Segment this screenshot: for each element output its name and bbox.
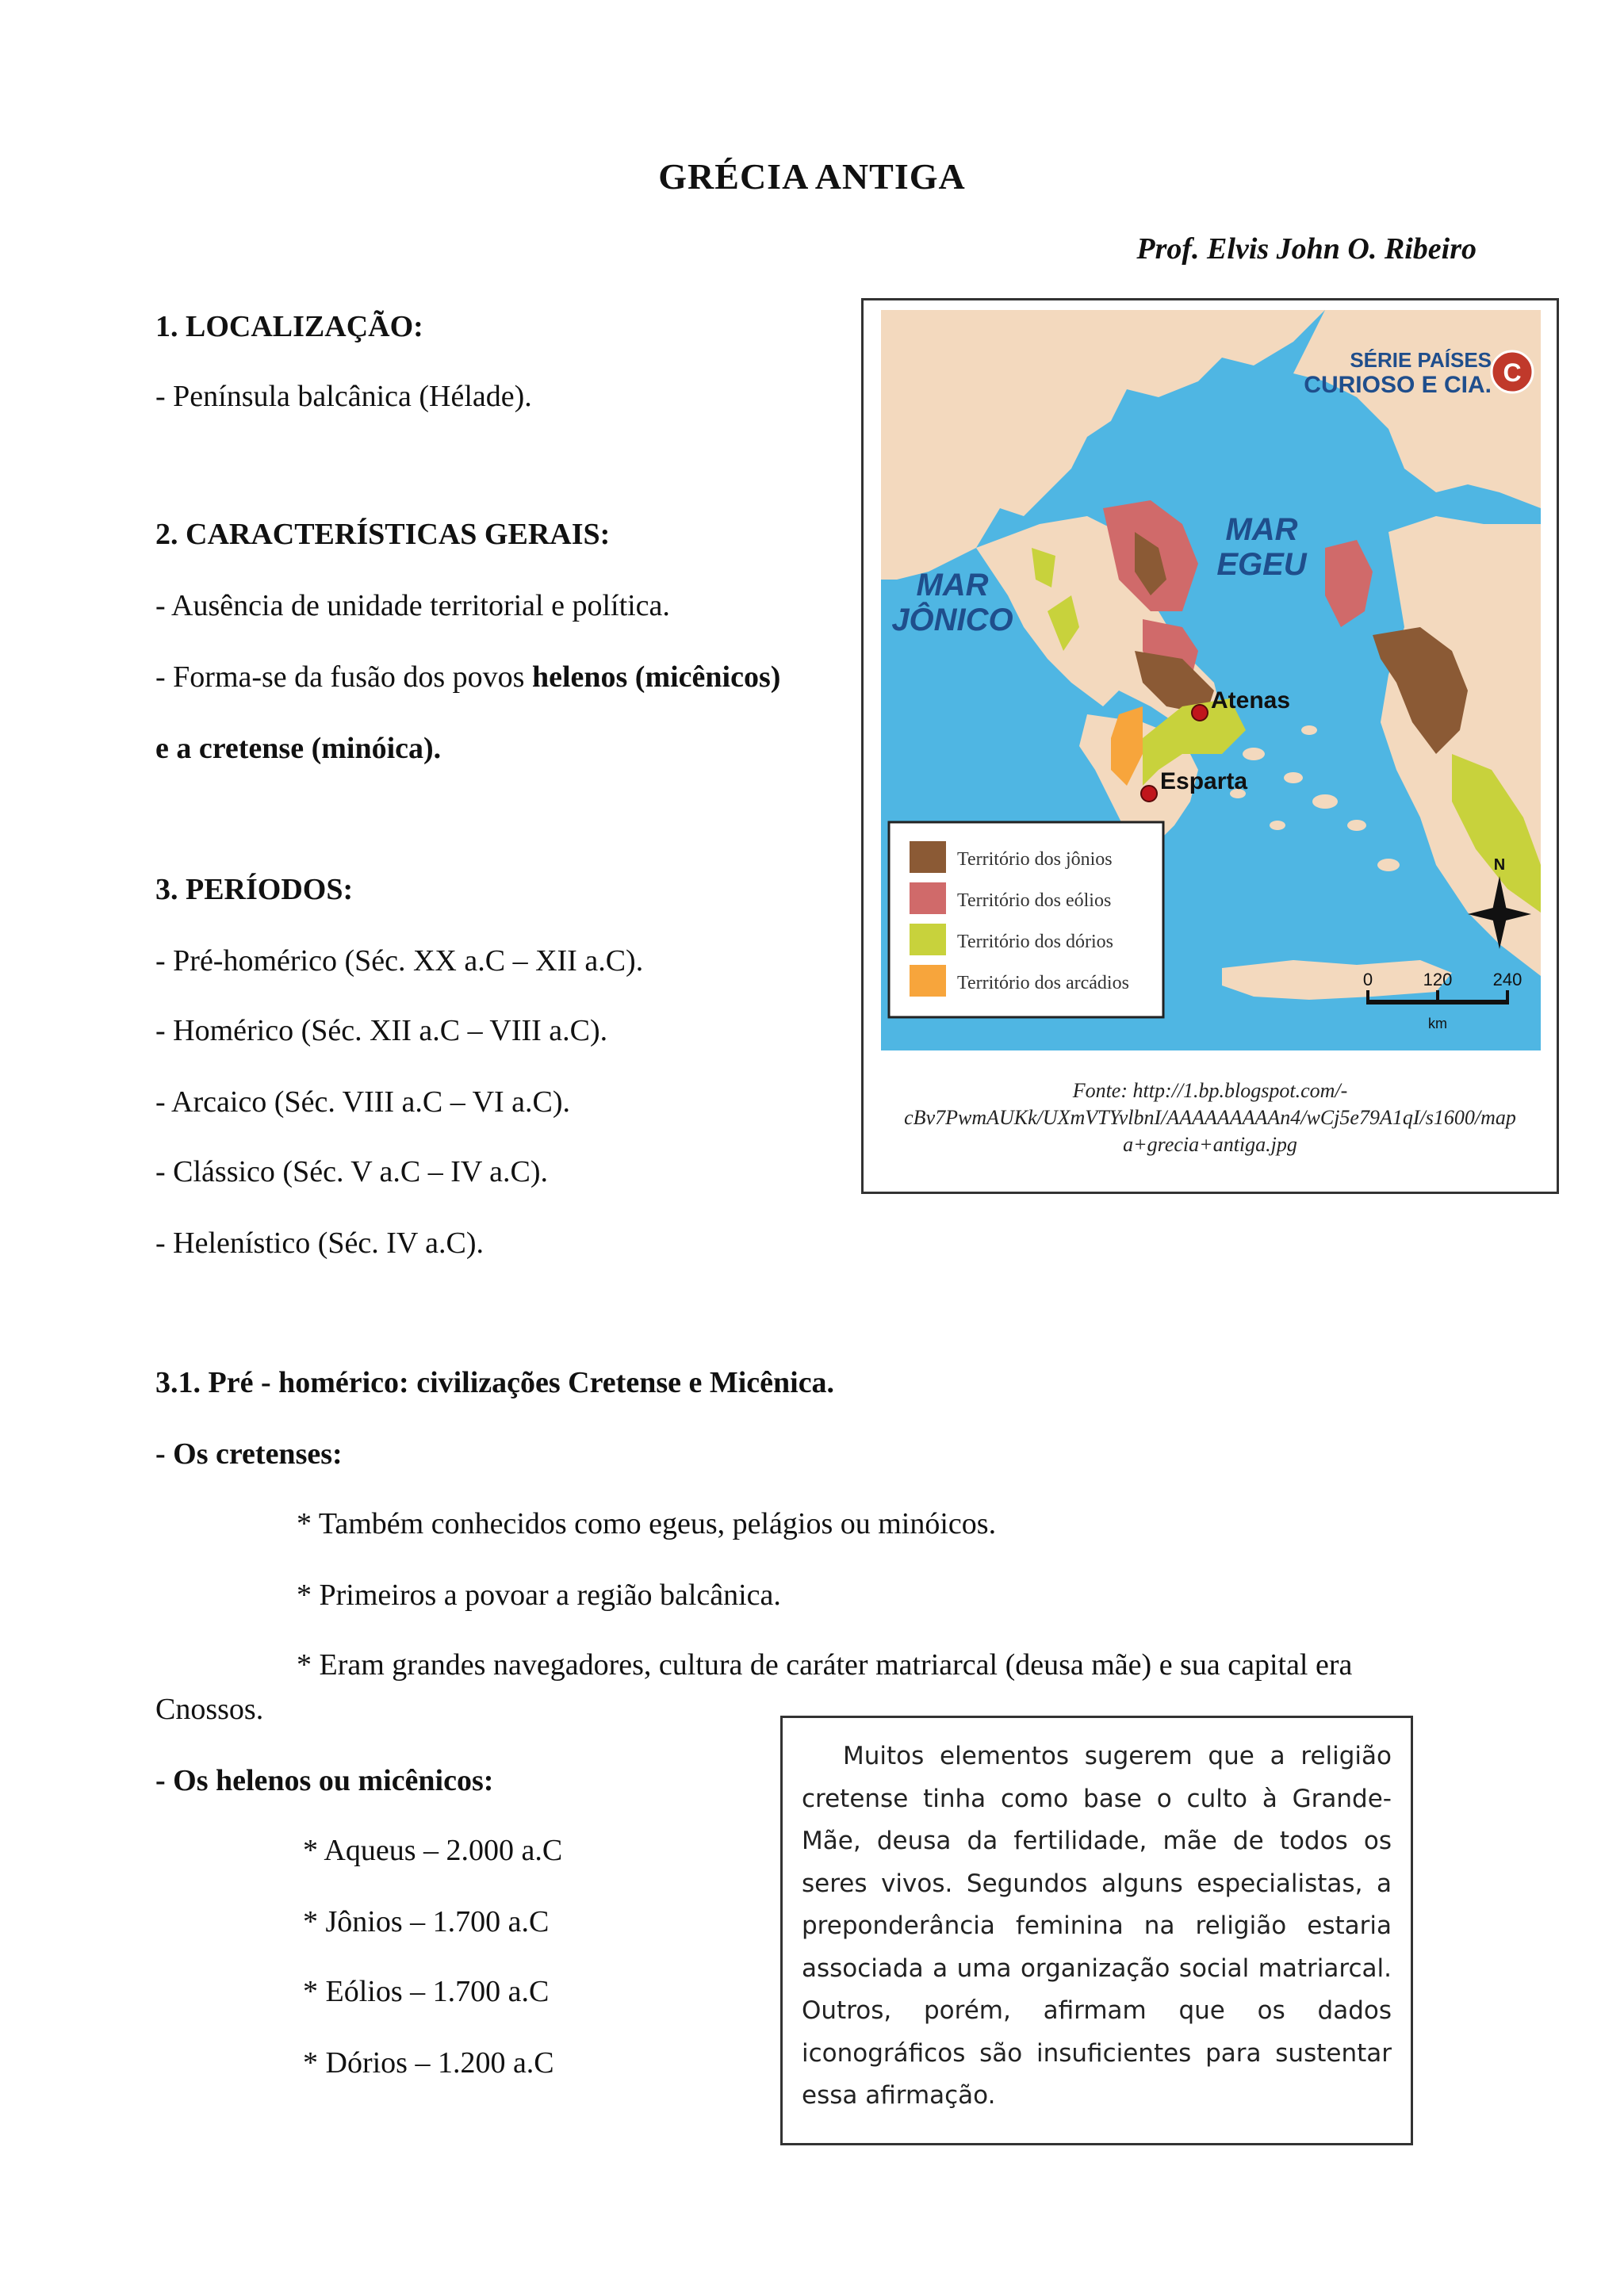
city-label-esparta: Esparta [1160,768,1248,794]
scale-tick-label: 0 [1362,970,1373,989]
section-heading-localizacao: 1. LOCALIZAÇÃO: [155,310,423,343]
sea-label-egeu: MAR [1225,512,1298,547]
cretan-fact: * Primeiros a povoar a região balcânica. [297,1578,781,1612]
scale-tick [1436,990,1439,1004]
map-figure [861,298,1559,1194]
period-item: - Homérico (Séc. XII a.C – VIII a.C). [155,1014,608,1047]
legend-label: Território dos jônios [957,849,1113,870]
legend-label: Território dos arcádios [957,973,1129,993]
scale-tick-label: 240 [1492,970,1522,989]
island [1347,820,1366,831]
map-source-caption [864,1077,1557,1158]
subheading-cretenses: - Os cretenses: [155,1437,343,1471]
caption-line: Fonte: http://1.bp.blogspot.com/- [1072,1079,1348,1102]
sea-label-egeu: EGEU [1216,547,1307,582]
period-item: - Pré-homérico (Séc. XX a.C – XII a.C). [155,944,644,978]
subheading-helenos: - Os helenos ou micênicos: [155,1764,494,1797]
religion-note-box [780,1716,1413,2145]
city-label-atenas: Atenas [1211,687,1291,714]
island [1301,725,1317,735]
period-item: - Arcaico (Séc. VIII a.C – VI a.C). [155,1085,571,1119]
section-heading-periodos: 3. PERÍODOS: [155,873,354,906]
hellenic-people: * Jônios – 1.700 a.C [303,1905,550,1938]
sea-label-jonico: MAR [916,568,989,603]
hellenic-people: * Aqueus – 2.000 a.C [303,1834,563,1867]
scale-tick [1506,990,1509,1004]
period-item: - Helenístico (Séc. IV a.C). [155,1226,485,1260]
legend-swatch-dorios [910,924,946,955]
note-line: preponderância feminina na religião estaria [802,1911,1392,1940]
note-line: Mãe, deusa da fertilidade, mãe de todos os [802,1827,1392,1855]
caracteristica-item: - Ausência de unidade territorial e política. [155,589,670,622]
caracteristica-text: - Forma-se da fusão dos povos [155,660,532,694]
cretan-fact: * Eram grandes navegadores, cultura de caráter matriarcal (deusa mãe) e sua capital era [297,1648,1353,1682]
island [1284,772,1303,783]
city-marker-atenas [1192,705,1208,721]
badge-logo: C [1503,358,1522,387]
cretan-fact-continuation: Cnossos. [155,1693,264,1726]
scale-unit: km [1428,1016,1447,1031]
scale-tick [1366,990,1369,1004]
note-line: essa afirmação. [802,2081,996,2110]
section-heading-caracteristicas: 2. CARACTERÍSTICAS GERAIS: [155,518,611,551]
badge-line2: CURIOSO E CIA. [1304,372,1492,398]
legend-swatch-jonios [910,841,946,873]
note-line: Muitos elementos sugerem que a religião [843,1742,1392,1770]
island [1243,748,1265,760]
island [1377,859,1400,871]
note-line: seres vivos. Segundos alguns especialistas, a [802,1869,1392,1898]
note-line: iconográficos são insuficientes para sustentar [802,2038,1392,2068]
caracteristica-bold-text: helenos (micênicos) [531,660,781,694]
section-heading-pre-homerico: 3.1. Pré - homérico: civilizações Cretense e Micênica. [155,1366,835,1399]
caracteristica-continuation: e a cretense (minóica). [155,732,442,765]
page-title: GRÉCIA ANTIGA [658,156,966,197]
legend-swatch-arcadios [910,965,946,997]
sea-label-jonico: JÔNICO [891,603,1013,637]
author-name: Prof. Elvis John O. Ribeiro [1136,232,1477,266]
note-line: cretense tinha como base o culto à Grande- [802,1784,1392,1813]
caption-line: a+grecia+antiga.jpg [1123,1133,1297,1156]
note-line: Outros, porém, afirmam que os dados [802,1996,1392,2025]
caracteristica-item [155,660,780,695]
city-marker-esparta [1141,786,1157,802]
period-item: - Clássico (Séc. V a.C – IV a.C). [155,1155,549,1188]
legend-label: Território dos eólios [957,890,1112,911]
note-line: associada a uma organização social matriarcal. [802,1954,1392,1983]
cretan-fact: * Também conhecidos como egeus, pelágios ou minóicos. [297,1507,997,1540]
localizacao-text: - Península balcânica (Hélade). [155,380,532,413]
island [1312,794,1338,809]
legend-label: Território dos dórios [957,932,1113,952]
ancient-greece-map [881,310,1541,1050]
hellenic-people: * Eólios – 1.700 a.C [303,1975,550,2008]
caption-line: cBv7PwmAUKk/UXmVTYvlbnI/AAAAAAAAAn4/wCj5e79A1qI/s1600/map [904,1106,1516,1129]
legend-swatch-eolios [910,882,946,914]
scale-tick-label: 120 [1423,970,1453,989]
hellenic-people: * Dórios – 1.200 a.C [303,2046,554,2080]
north-label: N [1493,856,1506,874]
island [1270,821,1285,830]
badge-line1: SÉRIE PAÍSES [1350,348,1492,372]
